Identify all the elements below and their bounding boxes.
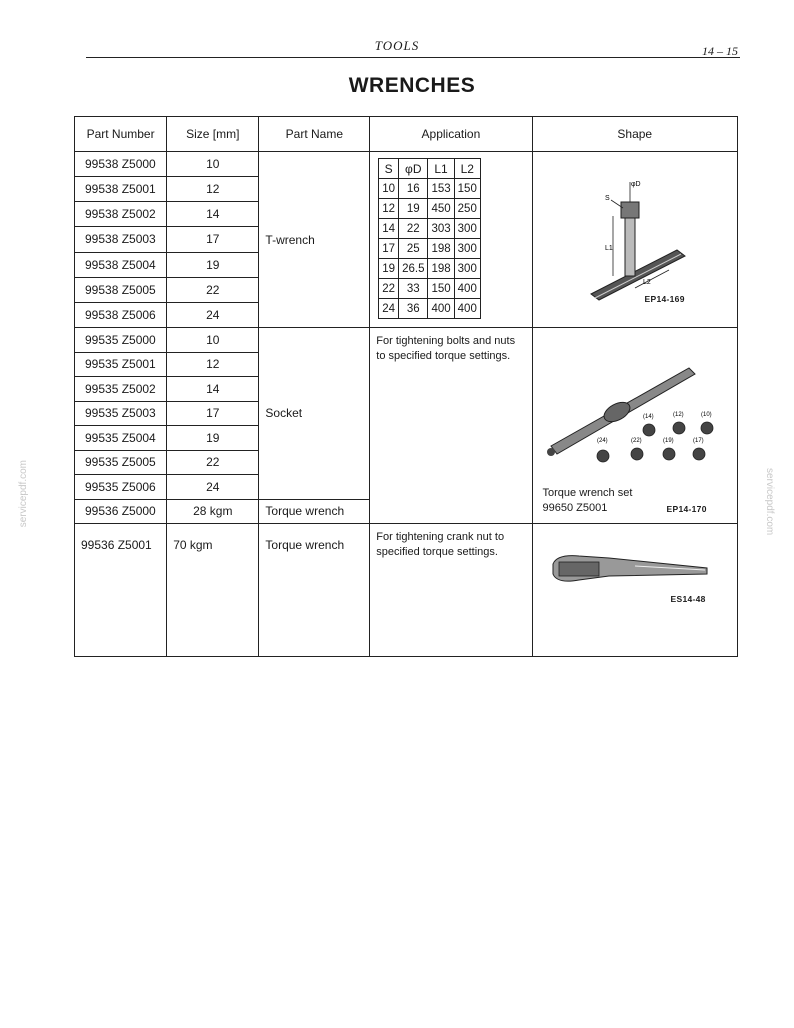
part-number: 99538 Z5005 xyxy=(75,277,167,302)
spec-cell: 17 xyxy=(379,239,399,259)
torque-wrench-shape-cell xyxy=(532,524,737,657)
figure-code: EP14-169 xyxy=(644,294,685,304)
t-wrench-spec-table xyxy=(378,158,481,319)
socket-label: (24) xyxy=(596,438,608,444)
t-wrench-illustration xyxy=(539,152,715,324)
part-name: Torque wrench xyxy=(259,524,370,657)
part-number: 99535 Z5001 xyxy=(75,352,167,377)
part-name: Torque wrench xyxy=(259,499,370,524)
size: 70 kgm xyxy=(167,524,259,657)
size: 19 xyxy=(167,426,259,451)
size: 12 xyxy=(167,177,259,202)
spec-cell: 12 xyxy=(379,199,399,219)
spec-cell: 33 xyxy=(399,279,428,299)
spec-cell: 400 xyxy=(454,279,480,299)
part-number: 99538 Z5001 xyxy=(75,177,167,202)
part-name: T-wrench xyxy=(259,152,370,328)
size: 28 kgm xyxy=(167,499,259,524)
torque-wrench-illustration xyxy=(539,524,715,642)
watermark-left: servicepdf.com xyxy=(18,460,29,528)
size: 12 xyxy=(167,352,259,377)
column-header-size: Size [mm] xyxy=(167,117,259,152)
figure-code: ES14-48 xyxy=(670,594,706,604)
spec-cell: 300 xyxy=(454,239,480,259)
part-number: 99538 Z5004 xyxy=(75,252,167,277)
part-number: 99535 Z5004 xyxy=(75,426,167,451)
application-cell xyxy=(370,152,532,328)
spec-cell: 153 xyxy=(428,179,454,199)
spec-cell: 250 xyxy=(454,199,480,219)
watermark-right: servicepdf.com xyxy=(764,468,775,536)
set-part-number: 99650 Z5001 xyxy=(542,502,608,514)
table-row xyxy=(75,524,738,657)
spec-header: φD xyxy=(399,159,428,179)
socket-label: (19) xyxy=(662,438,674,444)
size: 19 xyxy=(167,252,259,277)
size: 10 xyxy=(167,328,259,353)
set-caption: Torque wrench set xyxy=(542,487,633,499)
spec-cell: 150 xyxy=(428,279,454,299)
spec-cell: 400 xyxy=(454,299,480,319)
part-name: Socket xyxy=(259,328,370,500)
part-number: 99535 Z5000 xyxy=(75,328,167,353)
header-rule xyxy=(86,57,740,58)
spec-header: S xyxy=(379,159,399,179)
label-l2: L2 xyxy=(642,279,651,286)
application-text: For tightening bolts and nuts to specified torque settings. xyxy=(376,335,516,362)
wrenches-table xyxy=(74,116,738,657)
column-header-shape: Shape xyxy=(532,117,737,152)
part-number: 99538 Z5003 xyxy=(75,227,167,252)
application-text: For tightening crank nut to specified torque settings. xyxy=(376,531,505,558)
column-header-part-name: Part Name xyxy=(259,117,370,152)
spec-cell: 400 xyxy=(428,299,454,319)
part-number: 99538 Z5006 xyxy=(75,302,167,327)
spec-cell: 19 xyxy=(379,259,399,279)
socket-label: (14) xyxy=(642,414,654,420)
part-number: 99535 Z5005 xyxy=(75,450,167,475)
size: 24 xyxy=(167,302,259,327)
size: 22 xyxy=(167,277,259,302)
spec-cell: 450 xyxy=(428,199,454,219)
spec-cell: 19 xyxy=(399,199,428,219)
part-number: 99538 Z5000 xyxy=(75,152,167,177)
part-number: 99535 Z5003 xyxy=(75,401,167,426)
spec-cell: 300 xyxy=(454,259,480,279)
size: 14 xyxy=(167,202,259,227)
table-row xyxy=(75,328,738,353)
table-row xyxy=(75,152,738,177)
spec-cell: 26.5 xyxy=(399,259,428,279)
spec-cell: 22 xyxy=(399,219,428,239)
size: 10 xyxy=(167,152,259,177)
socket-label: (12) xyxy=(672,412,684,418)
label-s: S xyxy=(604,195,610,202)
spec-cell: 303 xyxy=(428,219,454,239)
spec-cell: 14 xyxy=(379,219,399,239)
part-number: 99536 Z5001 xyxy=(75,524,167,657)
spec-cell: 300 xyxy=(454,219,480,239)
spec-header: L1 xyxy=(428,159,454,179)
spec-header: L2 xyxy=(454,159,480,179)
socket-label: (22) xyxy=(630,438,642,444)
spec-cell: 150 xyxy=(454,179,480,199)
spec-cell: 36 xyxy=(399,299,428,319)
label-l1: L1 xyxy=(604,245,613,252)
socket-label: (10) xyxy=(700,412,712,418)
application-cell xyxy=(370,524,532,657)
application-cell xyxy=(370,328,532,524)
spec-cell: 10 xyxy=(379,179,399,199)
size: 17 xyxy=(167,401,259,426)
socket-label: (17) xyxy=(692,438,704,444)
page-title: WRENCHES xyxy=(348,74,476,97)
column-header-part-number: Part Number xyxy=(75,117,167,152)
spec-cell: 16 xyxy=(399,179,428,199)
part-number: 99538 Z5002 xyxy=(75,202,167,227)
page-number: 14 – 15 xyxy=(702,44,738,58)
size: 22 xyxy=(167,450,259,475)
socket-shape-cell xyxy=(532,328,737,524)
size: 14 xyxy=(167,377,259,402)
header-row xyxy=(75,117,738,152)
part-number: 99535 Z5006 xyxy=(75,475,167,500)
spec-cell: 198 xyxy=(428,259,454,279)
spec-cell: 24 xyxy=(379,299,399,319)
section-header: TOOLS xyxy=(374,38,420,53)
spec-cell: 22 xyxy=(379,279,399,299)
label-phi-d: φD xyxy=(630,181,641,188)
figure-code: EP14-170 xyxy=(666,504,707,514)
part-number: 99536 Z5000 xyxy=(75,499,167,524)
size: 24 xyxy=(167,475,259,500)
spec-cell: 25 xyxy=(399,239,428,259)
size: 17 xyxy=(167,227,259,252)
part-number: 99535 Z5002 xyxy=(75,377,167,402)
spec-cell: 198 xyxy=(428,239,454,259)
column-header-application: Application xyxy=(370,117,532,152)
t-wrench-shape-cell xyxy=(532,152,737,328)
